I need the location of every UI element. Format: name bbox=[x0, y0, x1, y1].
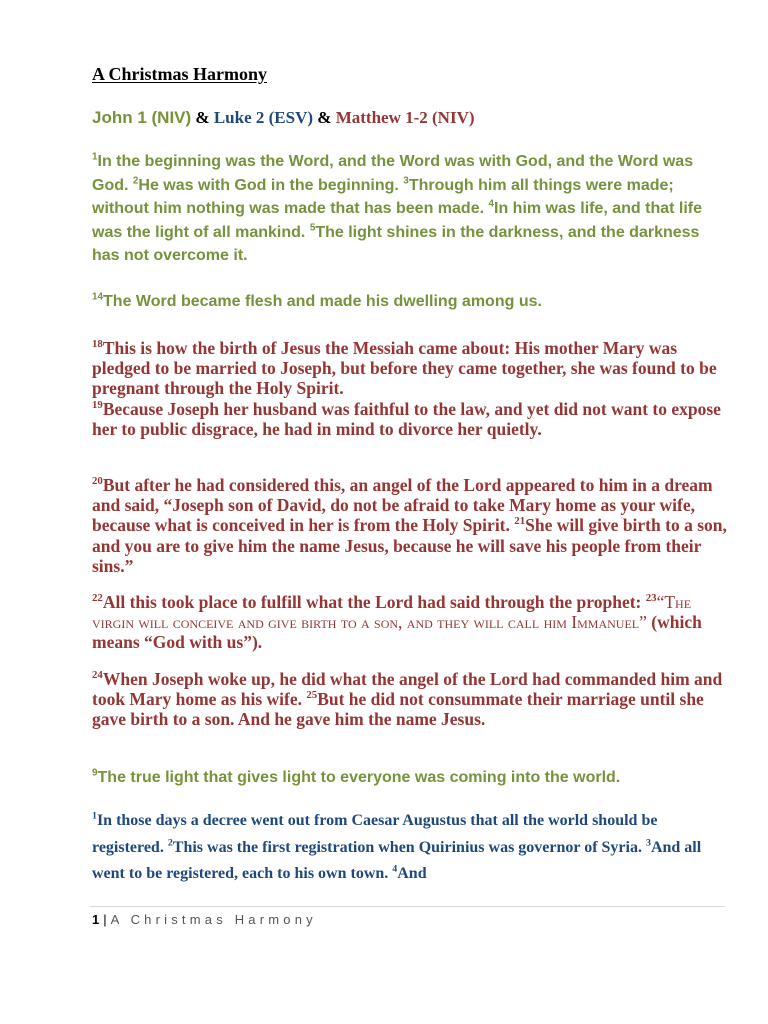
passage-matthew-1-22-23 bbox=[92, 592, 734, 653]
isaiah-quotation: “The virgin will conceive and give birth to a son, and they will call him Immanuel” bbox=[92, 592, 692, 633]
verse-text: In those days a decree went out from Caesar Augustus that all the world should be registered. bbox=[92, 812, 658, 856]
verse-number: 4 bbox=[488, 198, 494, 210]
ampersand: & bbox=[195, 108, 210, 127]
verse-number: 3 bbox=[403, 175, 409, 187]
passage-matthew-1-24-25 bbox=[92, 669, 734, 730]
sources-line bbox=[92, 108, 475, 128]
running-title: A Christmas Harmony bbox=[110, 912, 317, 927]
verse-number: 9 bbox=[92, 767, 98, 779]
passage-john-1-1-5 bbox=[92, 150, 728, 268]
verse-number: 3 bbox=[645, 837, 651, 849]
verse-text: Through him all things were made; without him nothing was made that has been made. bbox=[92, 176, 674, 217]
verse-number: 25 bbox=[306, 689, 318, 702]
verse-number: 2 bbox=[167, 837, 173, 849]
verse-text: In him was life, and that life was the light of all mankind. bbox=[92, 200, 703, 241]
source-john: John 1 (NIV) bbox=[92, 108, 192, 127]
passage-john-1-9 bbox=[92, 766, 752, 790]
footer-divider bbox=[90, 906, 725, 907]
passage-john-1-14 bbox=[92, 290, 728, 314]
verse-text: And bbox=[397, 865, 427, 883]
passage-matthew-1-20-21 bbox=[92, 475, 734, 576]
verse-text: But he did not consummate their marriage until she gave birth to a son. And he gave him the name Jesus. bbox=[92, 689, 704, 730]
verse-number: 2 bbox=[132, 175, 139, 187]
page-footer bbox=[92, 912, 317, 927]
passage-luke-2-1-4 bbox=[92, 808, 722, 888]
verse-text: When Joseph woke up, he did what the angel of the Lord had commanded him and took Mary home as his wife. bbox=[92, 669, 723, 710]
verse-text: He was with God in the beginning. bbox=[138, 176, 404, 194]
verse-text: All this took place to fulfill what the Lord had said through the prophet: bbox=[102, 592, 646, 612]
verse-text: But after he had considered this, an angel of the Lord appeared to him in a dream and said, “Joseph son of David, do not be afraid to take Mary home as your wife, because what is conceived in her is from the Holy Spirit. bbox=[92, 475, 713, 536]
footer-separator: | bbox=[103, 912, 107, 927]
verse-text: Because Joseph her husband was faithful to the law, and yet did not want to expose her to public disgrace, he had in mind to divorce her quietly. bbox=[92, 398, 721, 439]
verse-number: 20 bbox=[92, 475, 103, 488]
verse-number: 1 bbox=[92, 810, 97, 822]
verse-number: 22 bbox=[92, 592, 103, 605]
verse-text: This was the first registration when Quirinius was governor of Syria. bbox=[172, 838, 646, 856]
verse-text: This is how the birth of Jesus the Messiah came about: His mother Mary was pledged to be married to Joseph, but before they came together, she was found to be pregnant through the Holy Spirit. bbox=[92, 338, 717, 399]
verse-text: In the beginning was the Word, and the Word was with God, and the Word was God. bbox=[92, 153, 694, 194]
verse-number: 1 bbox=[92, 151, 98, 163]
passage-matthew-1-18-19 bbox=[92, 338, 734, 439]
verse-number: 21 bbox=[514, 515, 526, 528]
verse-text: The light shines in the darkness, and the darkness has not overcome it. bbox=[92, 223, 700, 264]
verse-text: And all went to be registered, each to his own town. bbox=[92, 838, 702, 883]
ampersand: & bbox=[317, 108, 332, 127]
verse-text: The Word became flesh and made his dwelling among us. bbox=[103, 293, 542, 310]
verse-number: 5 bbox=[309, 222, 316, 234]
page-number: 1 bbox=[92, 912, 100, 927]
verse-number: 19 bbox=[92, 398, 103, 411]
verse-number: 4 bbox=[392, 863, 398, 875]
document-title: A Christmas Harmony bbox=[92, 64, 267, 84]
verse-text: (which means “God with us”). bbox=[92, 612, 702, 653]
verse-number: 14 bbox=[92, 291, 104, 303]
verse-text: The true light that gives light to everyone was coming into the world. bbox=[97, 769, 621, 786]
verse-number: 24 bbox=[92, 669, 103, 682]
source-matthew: Matthew 1-2 (NIV) bbox=[335, 108, 475, 127]
verse-number: 18 bbox=[92, 338, 103, 351]
source-luke: Luke 2 (ESV) bbox=[213, 108, 314, 127]
verse-text: She will give birth to a son, and you are to give him the name Jesus, because he will save his people from their sins.” bbox=[92, 515, 727, 576]
verse-number: 23 bbox=[645, 592, 657, 605]
